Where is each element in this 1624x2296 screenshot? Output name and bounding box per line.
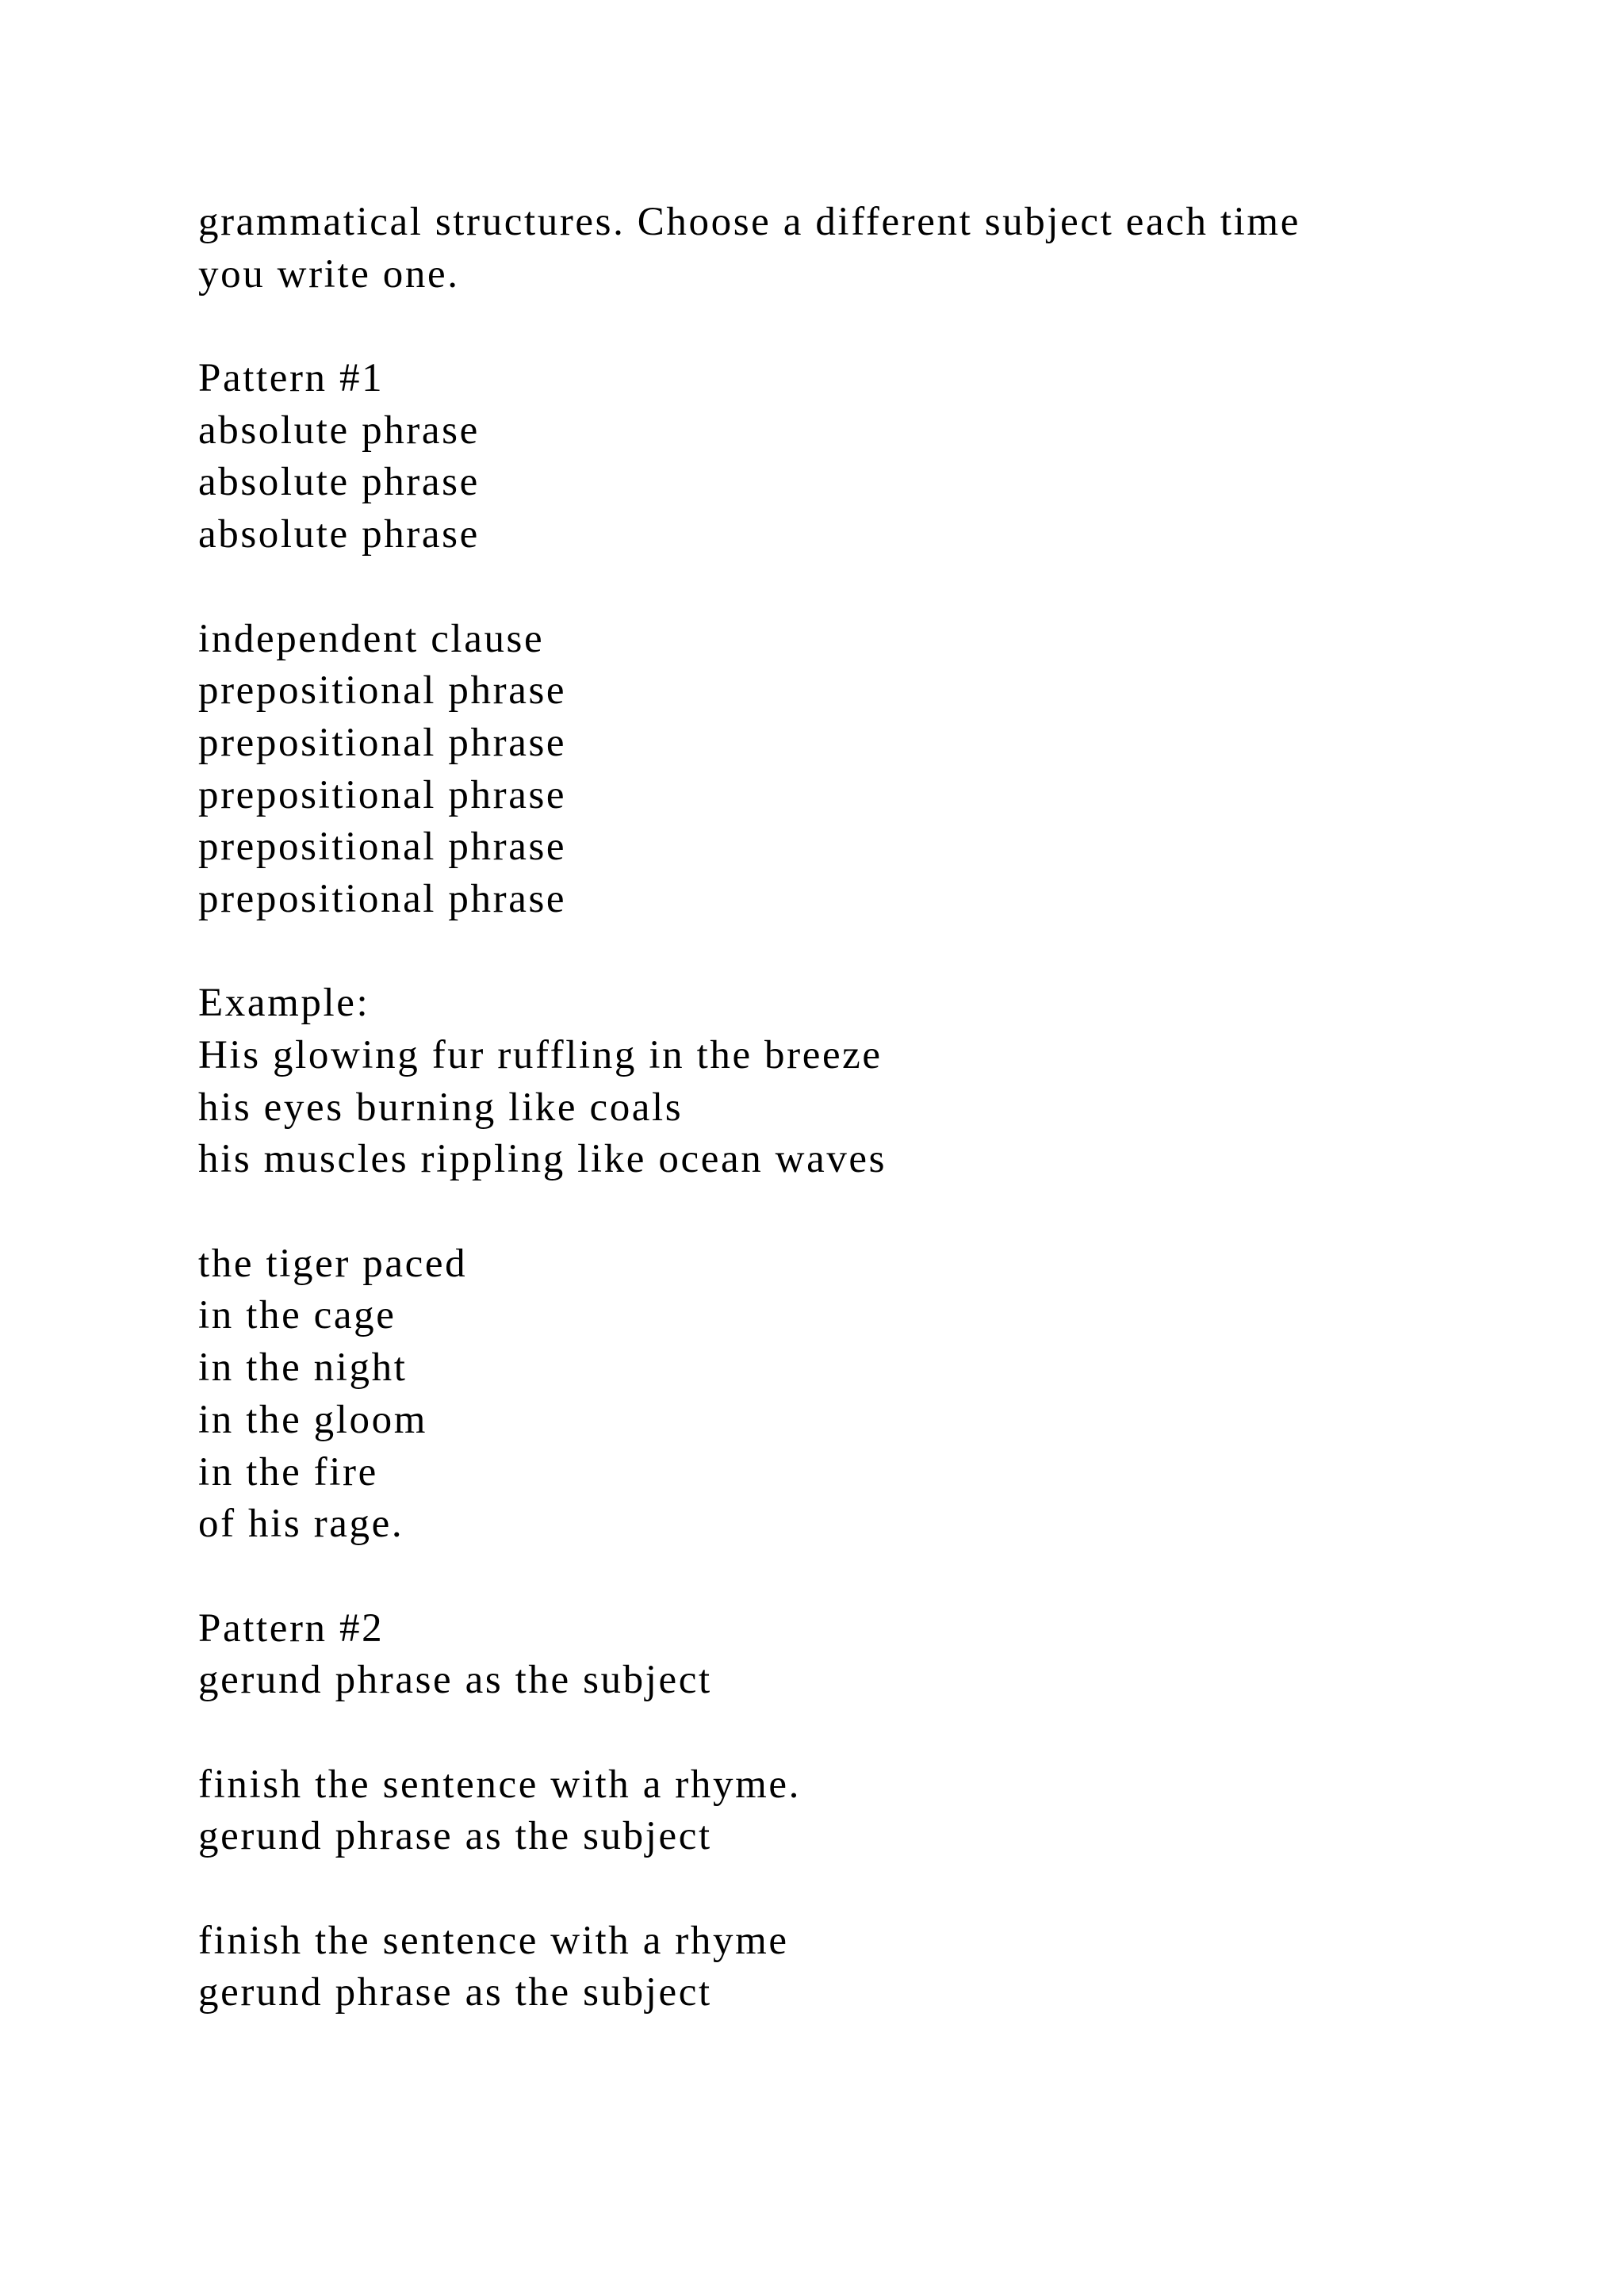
document-body	[198, 197, 1546, 2019]
pattern-heading: Pattern #2	[198, 1605, 385, 1651]
text-line: in the fire	[198, 1449, 378, 1494]
text-line: His glowing fur ruffling in the breeze	[198, 1033, 883, 1077]
text-line: gerund phrase as the subject	[198, 1970, 712, 2015]
blank-line	[198, 561, 1546, 614]
text-line: prepositional phrase	[198, 876, 567, 921]
blank-line	[198, 1707, 1546, 1759]
text-line: prepositional phrase	[198, 772, 567, 817]
text-line: in the night	[198, 1345, 408, 1391]
text-line: finish the sentence with a rhyme	[198, 1918, 789, 1963]
text-line: independent clause	[198, 616, 545, 661]
text-line: absolute phrase	[198, 512, 480, 557]
blank-line	[198, 1551, 1546, 1603]
blank-line	[198, 300, 1546, 353]
text-line: prepositional phrase	[198, 720, 567, 765]
text-line: gerund phrase as the subject	[198, 1814, 712, 1859]
text-line: absolute phrase	[198, 408, 480, 453]
text-line: absolute phrase	[198, 460, 480, 505]
blank-line	[198, 1863, 1546, 1915]
text-line: the tiger paced	[198, 1241, 468, 1286]
text-line: his eyes burning like coals	[198, 1085, 684, 1130]
text-line: gerund phrase as the subject	[198, 1658, 712, 1703]
example-heading: Example:	[198, 981, 370, 1026]
text-line: of his rage.	[198, 1502, 404, 1547]
text-line: finish the sentence with a rhyme.	[198, 1762, 801, 1807]
text-line: grammatical structures. Choose a different subject each time	[198, 200, 1300, 244]
blank-line	[198, 1186, 1546, 1238]
text-line: in the cage	[198, 1293, 396, 1338]
text-line: prepositional phrase	[198, 825, 567, 870]
text-line: you write one.	[198, 251, 460, 297]
pattern-heading: Pattern #1	[198, 356, 385, 401]
text-line: his muscles rippling like ocean waves	[198, 1137, 887, 1182]
text-line: prepositional phrase	[198, 668, 567, 714]
blank-line	[198, 926, 1546, 978]
text-line: in the gloom	[198, 1397, 428, 1442]
